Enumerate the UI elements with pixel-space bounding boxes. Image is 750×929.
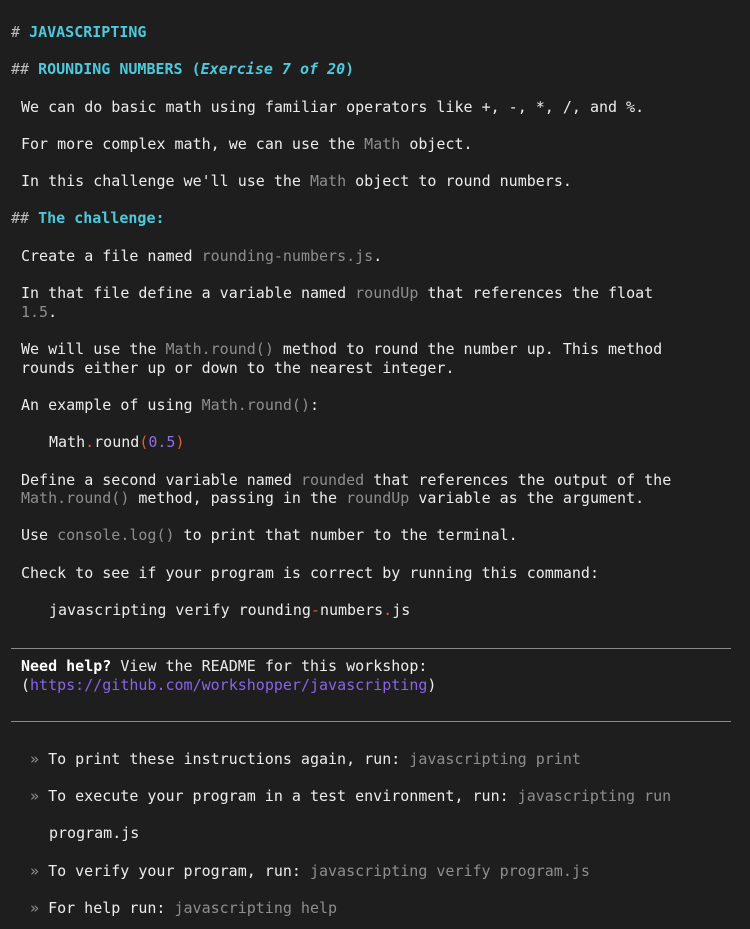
instruction-text: that references the float — [418, 284, 654, 302]
second-variable-instruction-line2 — [21, 489, 644, 508]
footer-run-line2: program.js — [49, 824, 140, 842]
footer-text: To verify your program, run: — [48, 862, 310, 880]
code-token: numbers — [319, 601, 384, 619]
inline-code: rounded — [300, 471, 365, 489]
intro-challenge — [21, 172, 572, 191]
inline-code: roundUp — [346, 489, 410, 507]
footer-verify — [30, 862, 590, 881]
instruction-text: Define a second variable named — [21, 471, 301, 489]
intro-text: object. — [400, 135, 473, 153]
divider — [11, 648, 731, 649]
code-token: Math — [49, 433, 86, 451]
help-line — [21, 657, 427, 676]
inline-code: Math — [364, 135, 401, 153]
divider — [11, 721, 731, 722]
instruction-text: Use — [21, 526, 58, 544]
bullet-icon: » — [30, 787, 40, 805]
page-title — [11, 23, 146, 42]
intro-text: In this challenge we'll use the — [21, 172, 310, 190]
instruction-text: that references the output of the — [364, 471, 672, 489]
footer-print — [30, 750, 581, 769]
instruction-text: An example of using — [21, 396, 202, 414]
check-instruction: Check to see if your program is correct by running this command: — [21, 564, 599, 582]
readme-link[interactable]: https://github.com/workshopper/javascripting — [30, 676, 428, 694]
instruction-text: We will use the — [21, 340, 166, 358]
code-token: round — [94, 433, 140, 451]
footer-text: To print these instructions again, run: — [48, 750, 410, 768]
exercise-paren-open: ( — [191, 60, 201, 78]
code-example — [49, 433, 184, 452]
intro-operators: We can do basic math using familiar operators like +, -, *, /, and %. — [21, 98, 645, 116]
exercise-title: ROUNDING NUMBERS — [38, 60, 183, 78]
help-link-line — [21, 676, 436, 695]
code-token: - — [310, 601, 320, 619]
instruction-text: method to round the number up. This method — [273, 340, 663, 358]
footer-run — [30, 787, 671, 806]
exercise-heading — [11, 60, 354, 79]
intro-text: object to round numbers. — [346, 172, 572, 190]
footer-text: For help run: — [48, 899, 175, 917]
inline-code: 1.5 — [21, 303, 49, 321]
help-label: Need help? — [21, 657, 112, 675]
intro-text: For more complex math, we can use the — [21, 135, 365, 153]
instruction-text: In that file define a variable named — [21, 284, 356, 302]
instruction-text: method, passing in the — [129, 489, 347, 507]
run-command: javascripting run — [517, 787, 672, 805]
inline-code: roundUp — [355, 284, 419, 302]
verify-program-command: javascripting verify program.js — [309, 862, 590, 880]
h2-marker: ## — [11, 209, 30, 227]
paren: ( — [21, 676, 31, 694]
code-token: 0.5 — [148, 433, 176, 451]
footer-text: To execute your program in a test environment, run: — [48, 787, 518, 805]
code-token: javascripting verify rounding — [49, 601, 311, 619]
h2-marker: ## — [11, 60, 30, 78]
instruction-text: Create a file named — [21, 247, 202, 265]
define-variable-instruction — [21, 284, 653, 303]
bullet-icon: » — [30, 862, 40, 880]
app-title: JAVASCRIPTING — [29, 23, 147, 41]
help-text: View the README for this workshop: — [111, 657, 428, 675]
inline-code: Math.round() — [165, 340, 274, 358]
paren: ) — [427, 676, 437, 694]
inline-code: Math.round() — [201, 396, 310, 414]
bullet-icon: » — [30, 899, 40, 917]
math-round-instruction — [21, 340, 662, 359]
inline-code: Math.round() — [21, 489, 130, 507]
help-command: javascripting help — [174, 899, 338, 917]
math-round-instruction-line2: rounds either up or down to the nearest integer. — [21, 359, 455, 377]
print-command: javascripting print — [409, 750, 581, 768]
verify-command — [49, 601, 410, 620]
bullet-icon: » — [30, 750, 40, 768]
h1-marker: # — [11, 23, 21, 41]
inline-code: Math — [309, 172, 347, 190]
code-token: ) — [175, 433, 185, 451]
define-variable-instruction-line2 — [21, 303, 57, 322]
instruction-text: to print that number to the terminal. — [174, 526, 518, 544]
console-log-instruction — [21, 526, 518, 545]
instruction-text: variable as the argument. — [409, 489, 645, 507]
instruction-text: . — [48, 303, 58, 321]
inline-code: console.log() — [57, 526, 175, 544]
second-variable-instruction — [21, 471, 671, 490]
code-token: ( — [139, 433, 149, 451]
code-token: js — [392, 601, 411, 619]
exercise-paren-close: ) — [345, 60, 355, 78]
example-intro — [21, 396, 319, 415]
challenge-title: The challenge: — [38, 209, 165, 227]
exercise-number: Exercise 7 of 20 — [200, 60, 346, 78]
code-token: . — [383, 601, 393, 619]
intro-math-object — [21, 135, 473, 154]
footer-help — [30, 899, 337, 918]
create-file-instruction — [21, 247, 382, 266]
instruction-text: : — [310, 396, 320, 414]
challenge-heading — [11, 209, 165, 228]
inline-code: rounding-numbers.js — [201, 247, 374, 265]
code-token: . — [85, 433, 95, 451]
instruction-text: . — [373, 247, 383, 265]
